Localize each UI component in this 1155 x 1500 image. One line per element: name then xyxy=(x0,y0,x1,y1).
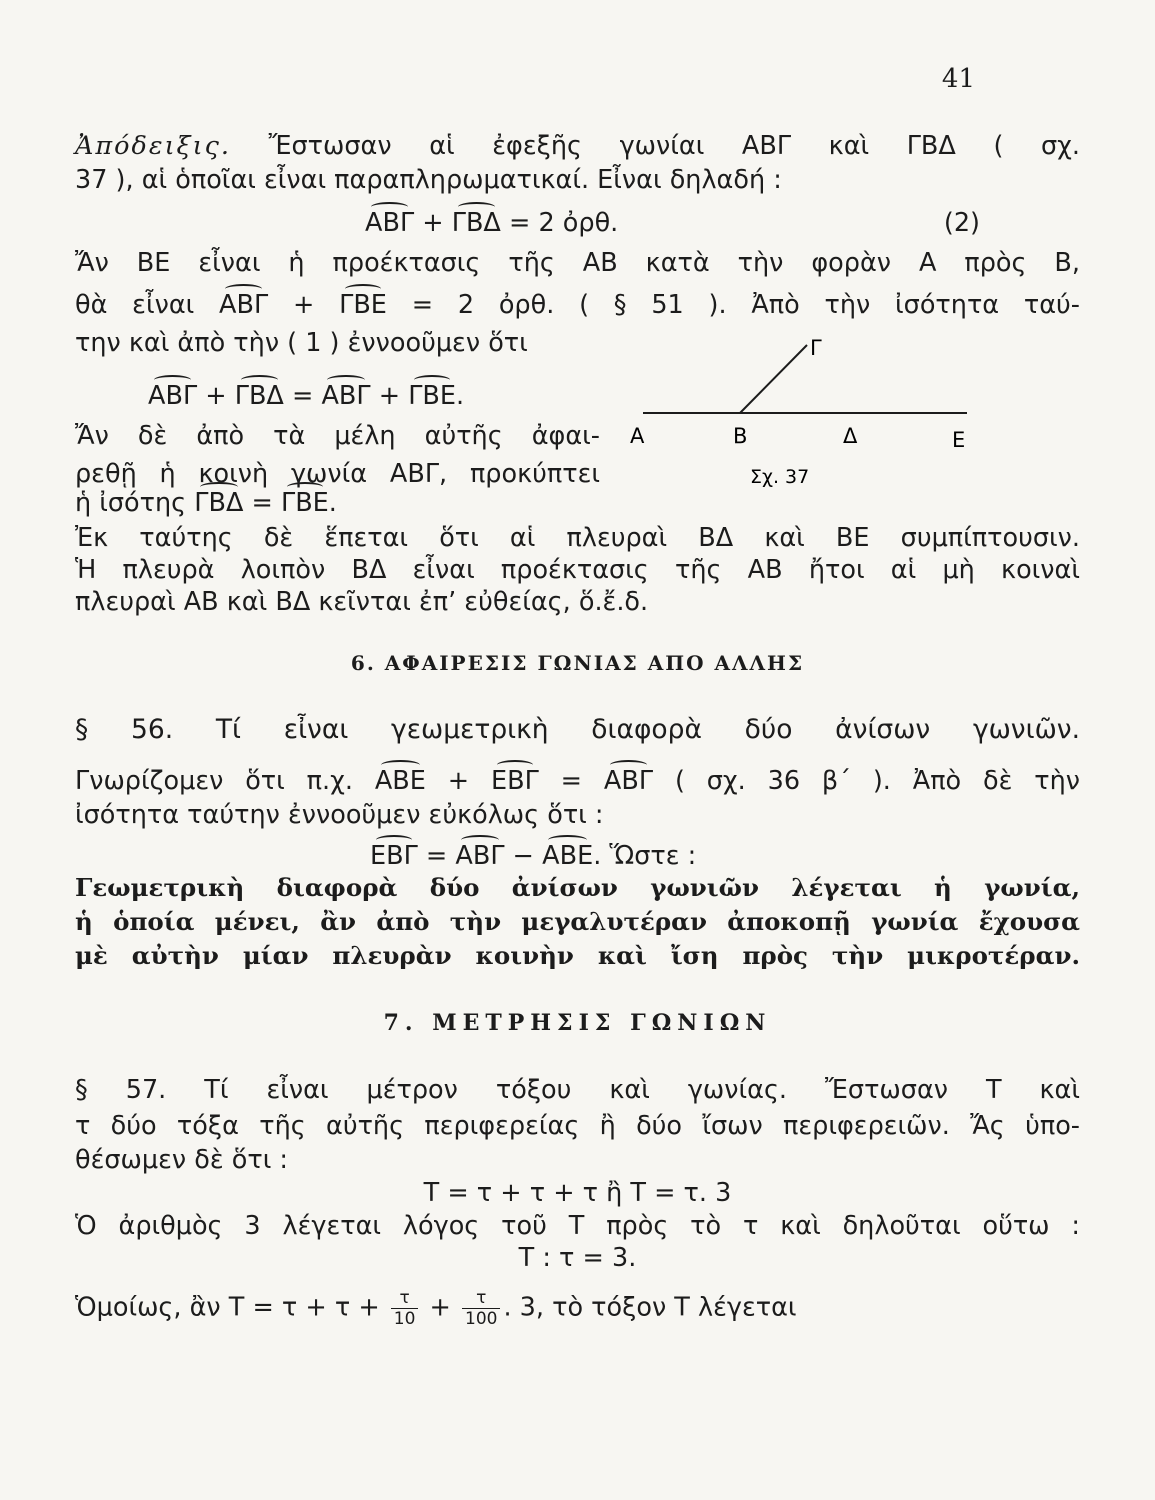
proof-line-12 xyxy=(75,552,1080,588)
fraction-tau-10 xyxy=(391,1288,419,1329)
proof-line-9-text: ρεθῇ ἡ κοινὴ γωνία ΑΒΓ, προκύπτει xyxy=(75,459,600,489)
equals-sign: = xyxy=(538,766,604,796)
proof-line-1 xyxy=(75,128,1080,164)
equation-2-number: (2) xyxy=(943,208,980,238)
proof-line-1-text: Ἔστωσαν αἱ ἐφεξῆς γωνίαι ΑΒΓ καὶ ΓΒΔ ( σχ. xyxy=(268,131,1081,161)
equals-sign: = xyxy=(283,381,322,411)
angle-gbe: ΓΒΕ xyxy=(281,485,329,521)
proof-line-12-text: Ἡ πλευρὰ λοιπὸν ΒΔ εἶναι προέκτασις τῆς ΑΒ ἤτοι αἱ μὴ κοιναὶ xyxy=(75,555,1080,585)
proof-line-8 xyxy=(75,418,600,454)
label-e: Ε xyxy=(952,428,966,452)
section-7-heading: 7. ΜΕΤΡΗΣΙΣ ΓΩΝΙΩΝ xyxy=(383,1010,772,1036)
angle-abg: ΑΒΓ xyxy=(365,205,414,241)
angle-ebg: ΕΒΓ xyxy=(491,763,539,799)
angle-abg: ΑΒΓ xyxy=(321,378,370,414)
angle-abg: ΑΒΓ xyxy=(148,378,197,414)
section-7-equation-1: Τ = τ + τ + τ ἢ Τ = τ. 3 xyxy=(423,1178,732,1208)
fraction-tau-100 xyxy=(462,1288,500,1329)
plus-sign: + xyxy=(414,208,452,238)
label-a: Α xyxy=(630,424,645,448)
angle-gbd: ΓΒΔ xyxy=(194,485,243,521)
plus-sign: + xyxy=(197,381,235,411)
section-6-line-2-start: Γνωρίζομεν ὅτι π.χ. xyxy=(75,766,375,796)
equation-2 xyxy=(365,205,975,241)
section-6-equation-rest: . Ὥστε : xyxy=(593,841,697,871)
label-g: Γ xyxy=(810,336,822,360)
angle-abg: ΑΒΓ xyxy=(604,763,653,799)
section-7-line-5-text: Ὁ ἀριθμὸς 3 λέγεται λόγος τοῦ Τ πρὸς τὸ τ καὶ δηλοῦται οὕτω : xyxy=(75,1211,1080,1241)
proof-line-2: 37 ), αἱ ὁποῖαι εἶναι παραπληρωματικαί. Εἶναι δηλαδή : xyxy=(75,165,782,195)
plus-sign: + xyxy=(421,1292,460,1323)
section-6-question xyxy=(75,712,1080,748)
proof-line-13: πλευραὶ ΑΒ καὶ ΒΔ κεῖνται ἐπ’ εὐθείας, ὅ.ἔ.δ. xyxy=(75,587,649,617)
proof-line-8-text: Ἄν δὲ ἀπὸ τὰ μέλη αὐτῆς ἀφαι- xyxy=(75,421,600,451)
period: . xyxy=(456,381,465,411)
section-7-line-7 xyxy=(75,1288,1080,1329)
proof-line-10-start: ἡ ἰσότης xyxy=(75,488,195,518)
fraction-denominator: 10 xyxy=(391,1308,419,1329)
section-6-heading: 6. ΑΦΑΙΡΕΣΙΣ ΓΩΝΙΑΣ ΑΠΟ ΑΛΛΗΣ xyxy=(350,651,805,675)
definition-line-2-text: ἡ ὁποία μένει, ἂν ἀπὸ τὴν μεγαλυτέραν ἀποκοπῇ γωνία ἔχουσα xyxy=(75,907,1080,936)
proof-line-5-start: θὰ εἶναι xyxy=(75,290,220,320)
ray-bg xyxy=(740,345,807,413)
section-7-line-1-text: § 57. Τί εἶναι μέτρον τόξου καὶ γωνίας. Ἔστωσαν Τ καὶ xyxy=(75,1075,1080,1105)
angle-gbd: ΓΒΔ xyxy=(235,378,284,414)
section-6-line-2 xyxy=(75,763,1080,799)
figure-37 xyxy=(625,325,985,495)
equals-sign: = xyxy=(243,488,281,518)
section-6-equation xyxy=(370,838,970,874)
plus-sign: + xyxy=(370,381,409,411)
figure-caption: Σχ. 37 xyxy=(750,466,810,488)
angle-gbe: ΓΒΕ xyxy=(408,378,456,414)
section-7-line-2-text: τ δύο τόξα τῆς αὐτῆς περιφερείας ἢ δύο ἴσων περιφερειῶν. Ἄς ὑπο- xyxy=(75,1111,1080,1141)
proof-label: Ἀπόδειξις. xyxy=(75,131,231,161)
proof-line-4-text: Ἄν ΒΕ εἶναι ἡ προέκτασις τῆς ΑΒ κατὰ τὴν φορὰν Α πρὸς Β, xyxy=(75,248,1080,278)
section-7-equation-2: Τ : τ = 3. xyxy=(518,1243,637,1273)
proof-line-10 xyxy=(75,485,495,521)
angle-abg: ΑΒΓ xyxy=(455,838,504,874)
definition-line-3 xyxy=(75,938,1080,974)
section-7-line-7-rest: . 3, τὸ τόξον Τ λέγεται xyxy=(503,1292,797,1323)
proof-line-11-text: Ἐκ ταύτης δὲ ἕπεται ὅτι αἱ πλευραὶ ΒΔ καὶ ΒΕ συμπίπτουσιν. xyxy=(75,523,1080,553)
fraction-numerator: τ xyxy=(476,1288,487,1308)
page-number: 41 xyxy=(941,64,975,94)
section-7-line-2 xyxy=(75,1108,1080,1144)
section-7-line-5 xyxy=(75,1208,1080,1244)
proof-line-5 xyxy=(75,287,1080,323)
minus-sign: − xyxy=(504,841,543,871)
section-7-line-1 xyxy=(75,1072,1080,1108)
equals-sign: = xyxy=(417,841,456,871)
proof-line-4 xyxy=(75,245,1080,281)
angle-ebg: ΕΒΓ xyxy=(370,838,418,874)
definition-line-3-text: μὲ αὐτὴν μίαν πλευρὰν κοινὴν καὶ ἴση πρὸς τὴν μικροτέραν. xyxy=(75,941,1080,970)
section-6-question-text: § 56. Τί εἶναι γεωμετρικὴ διαφορὰ δύο ἀνίσων γωνιῶν. xyxy=(75,714,1080,745)
proof-line-6: την καὶ ἀπὸ τὴν ( 1 ) ἐννοοῦμεν ὅτι xyxy=(75,328,528,358)
angle-abe: ΑΒΕ xyxy=(542,838,593,874)
angle-abg: ΑΒΓ xyxy=(219,287,268,323)
section-6-line-3: ἰσότητα ταύτην ἐννοοῦμεν εὐκόλως ὅτι : xyxy=(75,800,604,830)
label-b: Β xyxy=(733,424,748,448)
angle-abe: ΑΒΕ xyxy=(375,763,426,799)
fraction-numerator: τ xyxy=(399,1288,410,1308)
definition-line-1 xyxy=(75,870,1080,906)
proof-line-11 xyxy=(75,520,1080,556)
angle-gbd: ΓΒΔ xyxy=(452,205,501,241)
equation-3 xyxy=(148,378,648,414)
period: . xyxy=(328,488,337,518)
label-d: Δ xyxy=(843,424,858,448)
section-6-line-2-rest: ( σχ. 36 β΄ ). Ἀπὸ δὲ τὴν xyxy=(653,766,1081,796)
angle-gbe: ΓΒΕ xyxy=(339,287,387,323)
definition-line-1-text: Γεωμετρικὴ διαφορὰ δύο ἀνίσων γωνιῶν λέγεται ἡ γωνία, xyxy=(75,873,1080,902)
plus-sign: + xyxy=(425,766,491,796)
plus-sign: + xyxy=(268,290,340,320)
definition-line-2 xyxy=(75,904,1080,940)
equation-2-rest: = 2 ὀρθ. xyxy=(500,208,619,238)
proof-line-5-rest: = 2 ὀρθ. ( § 51 ). Ἀπὸ τὴν ἰσότητα ταύ- xyxy=(386,290,1080,320)
section-7-line-3: θέσωμεν δὲ ὅτι : xyxy=(75,1145,289,1175)
section-7-line-7-start: Ὁμοίως, ἂν Τ = τ + τ + xyxy=(75,1292,388,1323)
fraction-denominator: 100 xyxy=(462,1308,500,1329)
